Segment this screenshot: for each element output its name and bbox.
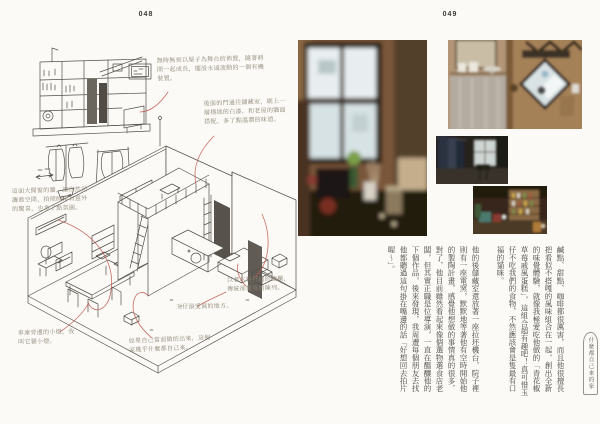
- photo-clothes-window: [436, 136, 508, 184]
- annotation-note: 以老木料打造的櫥櫃，傳統卻驚喜的陳列。: [226, 276, 290, 293]
- annotation-note: 車庫旁邊的小燈，我叫它貓小燈。: [17, 329, 75, 346]
- page-number-right: 049: [442, 11, 458, 18]
- annotation-note: 玉仔最愛窩的地方。: [175, 303, 233, 311]
- body-text-block: [356, 246, 566, 398]
- chapter-tab-label: 什麼都自己來的家: [587, 337, 594, 390]
- annotation-note: 這面大開窗的牆，讓自然光灑進空間，拍照時常有意外的驚喜，也多了點氛圍。: [11, 187, 88, 213]
- photo-shelf-bottles: [473, 186, 547, 234]
- annotation-note: 如果自己當面做的出來，這個家幾乎什麼都自己來。: [128, 335, 211, 354]
- annotation-note: 後面的門通往儲藏室，刷上一層樸拙的白漆，和老屋的牆面搭配，多了點溫潤的味道。: [203, 98, 286, 126]
- page-number-left: 048: [138, 11, 154, 18]
- photo-mirror-wall: [448, 40, 582, 129]
- photo-desk-window: [298, 40, 427, 236]
- chapter-side-tab: [583, 332, 598, 395]
- annotation-note: 無時無刻以屋子為舞台的佈置，隨著時間一起成長，擺設永遠流動的一個有機裝置。: [156, 55, 265, 83]
- body-paragraph: 鹹點、甜點、咖啡都很厲害，而且他很擅長把看似不搭嘎的風味組合在一起，創出全新的味覺體驗，就像我極愛吃他做的「青花椒草莓戚風蛋糕」，這組合超有趣吧！真可惜玉仔不吃我們的食物，不然應該會是隻最有口福的貓咪。: [496, 246, 565, 397]
- body-paragraph: 他的後儲藏室還放著一座拉坯機台，院子裡則有一座電窯，默默地等著他有空時開始他的製陶計畫，感覺他想做的事情真的很多，對了，他目前雖然看起來像個選物選食店老闆，但其實正職是位導演，一直在醞釀他的下個作品，後來發現，我周遭每個朋友去找他都聽過這句掛在嘴邊的話「好想回去拍片喔～」。: [387, 246, 480, 393]
